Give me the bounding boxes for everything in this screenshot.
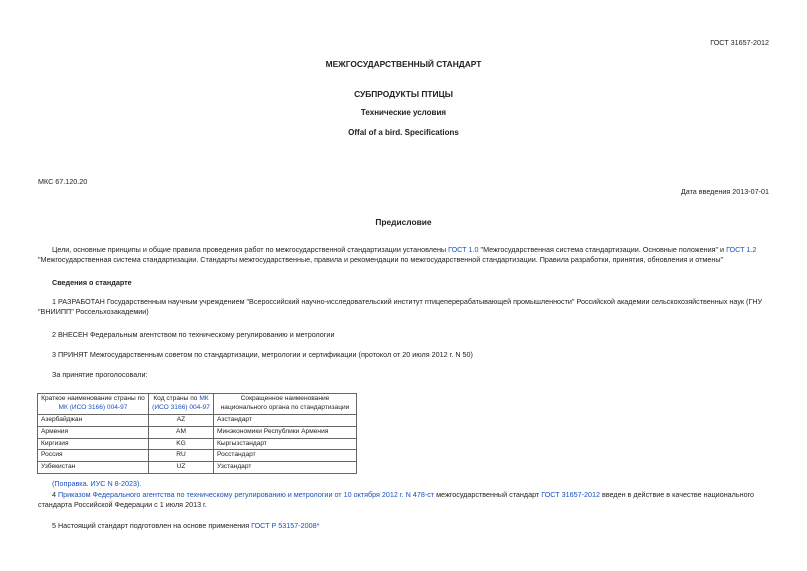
table-header-row <box>38 394 357 415</box>
code-cell: AM <box>149 426 214 438</box>
body-cell: Азстандарт <box>214 414 357 426</box>
amendment-link[interactable]: (Поправка. ИУС N 8-2023). <box>52 479 142 488</box>
paragraph-text: введен в действие в качестве национального стандарта Российской Федерации с 1 июля 2013 г. <box>38 490 755 510</box>
table-row <box>38 414 357 426</box>
standard-type-heading: МЕЖГОСУДАРСТВЕННЫЙ СТАНДАРТ <box>325 59 482 69</box>
code-cell: UZ <box>149 462 214 474</box>
header-text: Код страны по <box>153 395 200 402</box>
column-header-code <box>149 394 214 415</box>
document-id: ГОСТ 31657-2012 <box>710 38 769 47</box>
gost-1-2-link[interactable]: ГОСТ 1.2 <box>726 245 757 254</box>
body-cell: Росстандарт <box>214 450 357 462</box>
table-row <box>38 426 357 438</box>
country-cell: Армения <box>38 426 149 438</box>
paragraph-text: межгосударственный стандарт <box>434 490 542 499</box>
paragraph-text: Цели, основные принципы и общие правила проведения работ по межгосударственной стандартизации установлены <box>52 245 449 254</box>
voted-label: За принятие проголосовали: <box>52 370 148 379</box>
header-text: Краткое наименование страны по <box>41 395 145 402</box>
paragraph-text: 5 Настоящий стандарт подготовлен на основе применения <box>52 521 252 530</box>
gost-31657-link[interactable]: ГОСТ 31657-2012 <box>541 490 600 499</box>
body-cell: Узстандарт <box>214 462 357 474</box>
item-1-developed: 1 РАЗРАБОТАН Государственным научным учреждением "Всероссийский научно-исследовательский институт птицеперерабатывающей промышленности" Российской академии сельскохозяйственных наук (ГНУ "ВНИИПП" Россельхозакадемии) <box>38 297 763 317</box>
code-cell: RU <box>149 450 214 462</box>
paragraph-text: 4 <box>52 490 58 499</box>
body-cell: Минэкономики Республики Армения <box>214 426 357 438</box>
table-row <box>38 438 357 450</box>
column-header-body: Сокращенное наименование национального органа по стандартизации <box>214 394 357 415</box>
table-row <box>38 450 357 462</box>
document-subtitle: Технические условия <box>360 108 447 117</box>
column-header-country <box>38 394 149 415</box>
country-cell: Азербайджан <box>38 414 149 426</box>
item-5-basis <box>38 521 770 531</box>
document-title: СУБПРОДУКТЫ ПТИЦЫ <box>354 89 453 99</box>
foreword-paragraph <box>38 245 770 266</box>
country-cell: Россия <box>38 450 149 462</box>
code-cell: AZ <box>149 414 214 426</box>
document-title-english: Offal of a bird. Specifications <box>348 128 459 137</box>
iso-link[interactable]: (ИСО 3166) 004-97 <box>152 403 210 411</box>
code-cell: KG <box>149 438 214 450</box>
introduction-date: Дата введения 2013-07-01 <box>680 187 769 196</box>
item-4-enacted <box>38 490 770 511</box>
mk-link[interactable]: МК <box>199 395 209 402</box>
paragraph-text: "Межгосударственная система стандартизации. Стандарты межгосударственные, правила и рекомендации по межгосударственной стандартизации. Правила разработки, принятия, обновления и отмены" <box>38 255 724 265</box>
item-2-introduced: 2 ВНЕСЕН Федеральным агентством по техническому регулированию и метрологии <box>52 330 335 339</box>
paragraph-text: "Межгосударственная система стандартизации. Основные положения" и <box>478 245 727 254</box>
item-3-adopted: 3 ПРИНЯТ Межгосударственным советом по стандартизации, метрологии и сертификации (протокол от 20 июля 2012 г. N 50) <box>52 350 473 359</box>
mks-code: МКС 67.120.20 <box>38 177 88 186</box>
country-cell: Узбекистан <box>38 462 149 474</box>
body-cell: Кыргызстандарт <box>214 438 357 450</box>
country-cell: Киргизия <box>38 438 149 450</box>
order-link[interactable]: Приказом Федерального агентства по техническому регулированию и метрологии от 10 октября 2012 г. N 478-ст <box>58 490 435 499</box>
gost-r-53157-link[interactable]: ГОСТ Р 53157-2008* <box>251 521 320 530</box>
foreword-heading: Предисловие <box>375 217 432 227</box>
table-row <box>38 462 357 474</box>
standard-info-heading: Сведения о стандарте <box>52 278 132 287</box>
mk-iso-link[interactable]: МК (ИСО 3166) 004-97 <box>58 403 128 411</box>
gost-1-0-link[interactable]: ГОСТ 1.0 <box>448 245 479 254</box>
voting-countries-table <box>37 393 357 474</box>
